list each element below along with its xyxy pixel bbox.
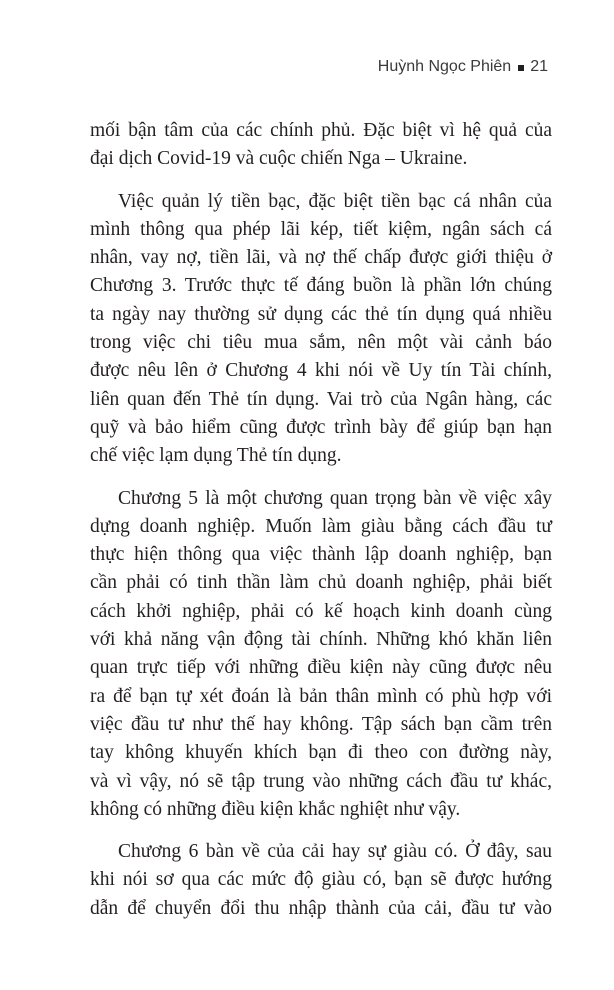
text-line: mối bận tâm của các chính phủ. Đặc biệt vì hệ quả của bbox=[90, 120, 552, 141]
text-line: ra để bạn tự xét đoán là bản thân mình có phù hợp với bbox=[90, 685, 552, 707]
text-line: Chương 5 là một chương quan trọng bàn về việc xây bbox=[118, 487, 552, 509]
text-line: liên quan đến Thẻ tín dụng. Vai trò của Ngân hàng, các bbox=[90, 388, 552, 410]
text-line: đại dịch Covid-19 và cuộc chiến Nga – Ukraine. bbox=[90, 148, 468, 170]
text-line: khi nói sơ qua các mức độ giàu có, bạn sẽ được hướng bbox=[90, 869, 552, 891]
paragraph bbox=[90, 838, 552, 923]
text-line: cần phải có tinh thần làm chủ doanh nghiệp, phải biết bbox=[90, 572, 552, 594]
text-line: thực hiện thông qua việc thành lập doanh nghiệp, bạn bbox=[90, 544, 552, 566]
page-number: 21 bbox=[530, 58, 548, 75]
text-line: quỹ và bảo hiểm cũng được trình bày để giúp bạn hạn bbox=[90, 416, 552, 438]
header-author: Huỳnh Ngọc Phiên bbox=[377, 58, 512, 75]
text-line: tay không khuyến khích bạn đi theo con đường này, bbox=[90, 742, 552, 764]
body-text bbox=[90, 117, 552, 937]
text-line: trong việc chi tiêu mua sắm, nên một vài cảnh báo bbox=[90, 332, 552, 354]
text-line: với khả năng vận động tài chính. Những khó khăn liên bbox=[90, 629, 552, 651]
text-line: việc đầu tư như thế hay không. Tập sách bạn cầm trên bbox=[90, 713, 552, 735]
text-line: ta ngày nay thường sử dụng các thẻ tín dụng quá nhiều bbox=[90, 303, 552, 325]
text-line: Việc quản lý tiền bạc, đặc biệt tiền bạc cá nhân của bbox=[118, 190, 552, 212]
text-line: cách khởi nghiệp, phải có kế hoạch kinh doanh cùng bbox=[90, 600, 552, 622]
text-line: Chương 6 bàn về của cải hay sự giàu có. Ở đây, sau bbox=[118, 841, 552, 863]
text-line: chế việc lạm dụng Thẻ tín dụng. bbox=[90, 445, 342, 467]
text-line: dựng doanh nghiệp. Muốn làm giàu bằng cách đầu tư bbox=[90, 515, 552, 537]
paragraph bbox=[90, 485, 552, 825]
text-line: và vì vậy, nó sẽ tập trung vào những cách đầu tư khác, bbox=[90, 770, 552, 792]
text-line: không có những điều kiện khắc nghiệt như vậy. bbox=[90, 798, 461, 820]
running-header bbox=[378, 58, 548, 76]
header-separator-square bbox=[518, 65, 524, 71]
paragraph bbox=[90, 117, 552, 174]
text-line: được nêu lên ở Chương 4 khi nói về Uy tín Tài chính, bbox=[90, 360, 552, 382]
text-line: quan trực tiếp với những điều kiện này cũng được nêu bbox=[90, 657, 552, 679]
text-line: mình thông qua phép lãi kép, tiết kiệm, ngân sách cá bbox=[90, 218, 552, 240]
text-line: nhân, vay nợ, tiền lãi, và nợ thế chấp được giới thiệu ở bbox=[90, 247, 552, 269]
paragraph bbox=[90, 188, 552, 471]
text-line: dẫn để chuyển đổi thu nhập thành của cải, đầu tư vào bbox=[90, 897, 552, 919]
text-line: Chương 3. Trước thực tế đáng buồn là phần lớn chúng bbox=[90, 275, 552, 297]
